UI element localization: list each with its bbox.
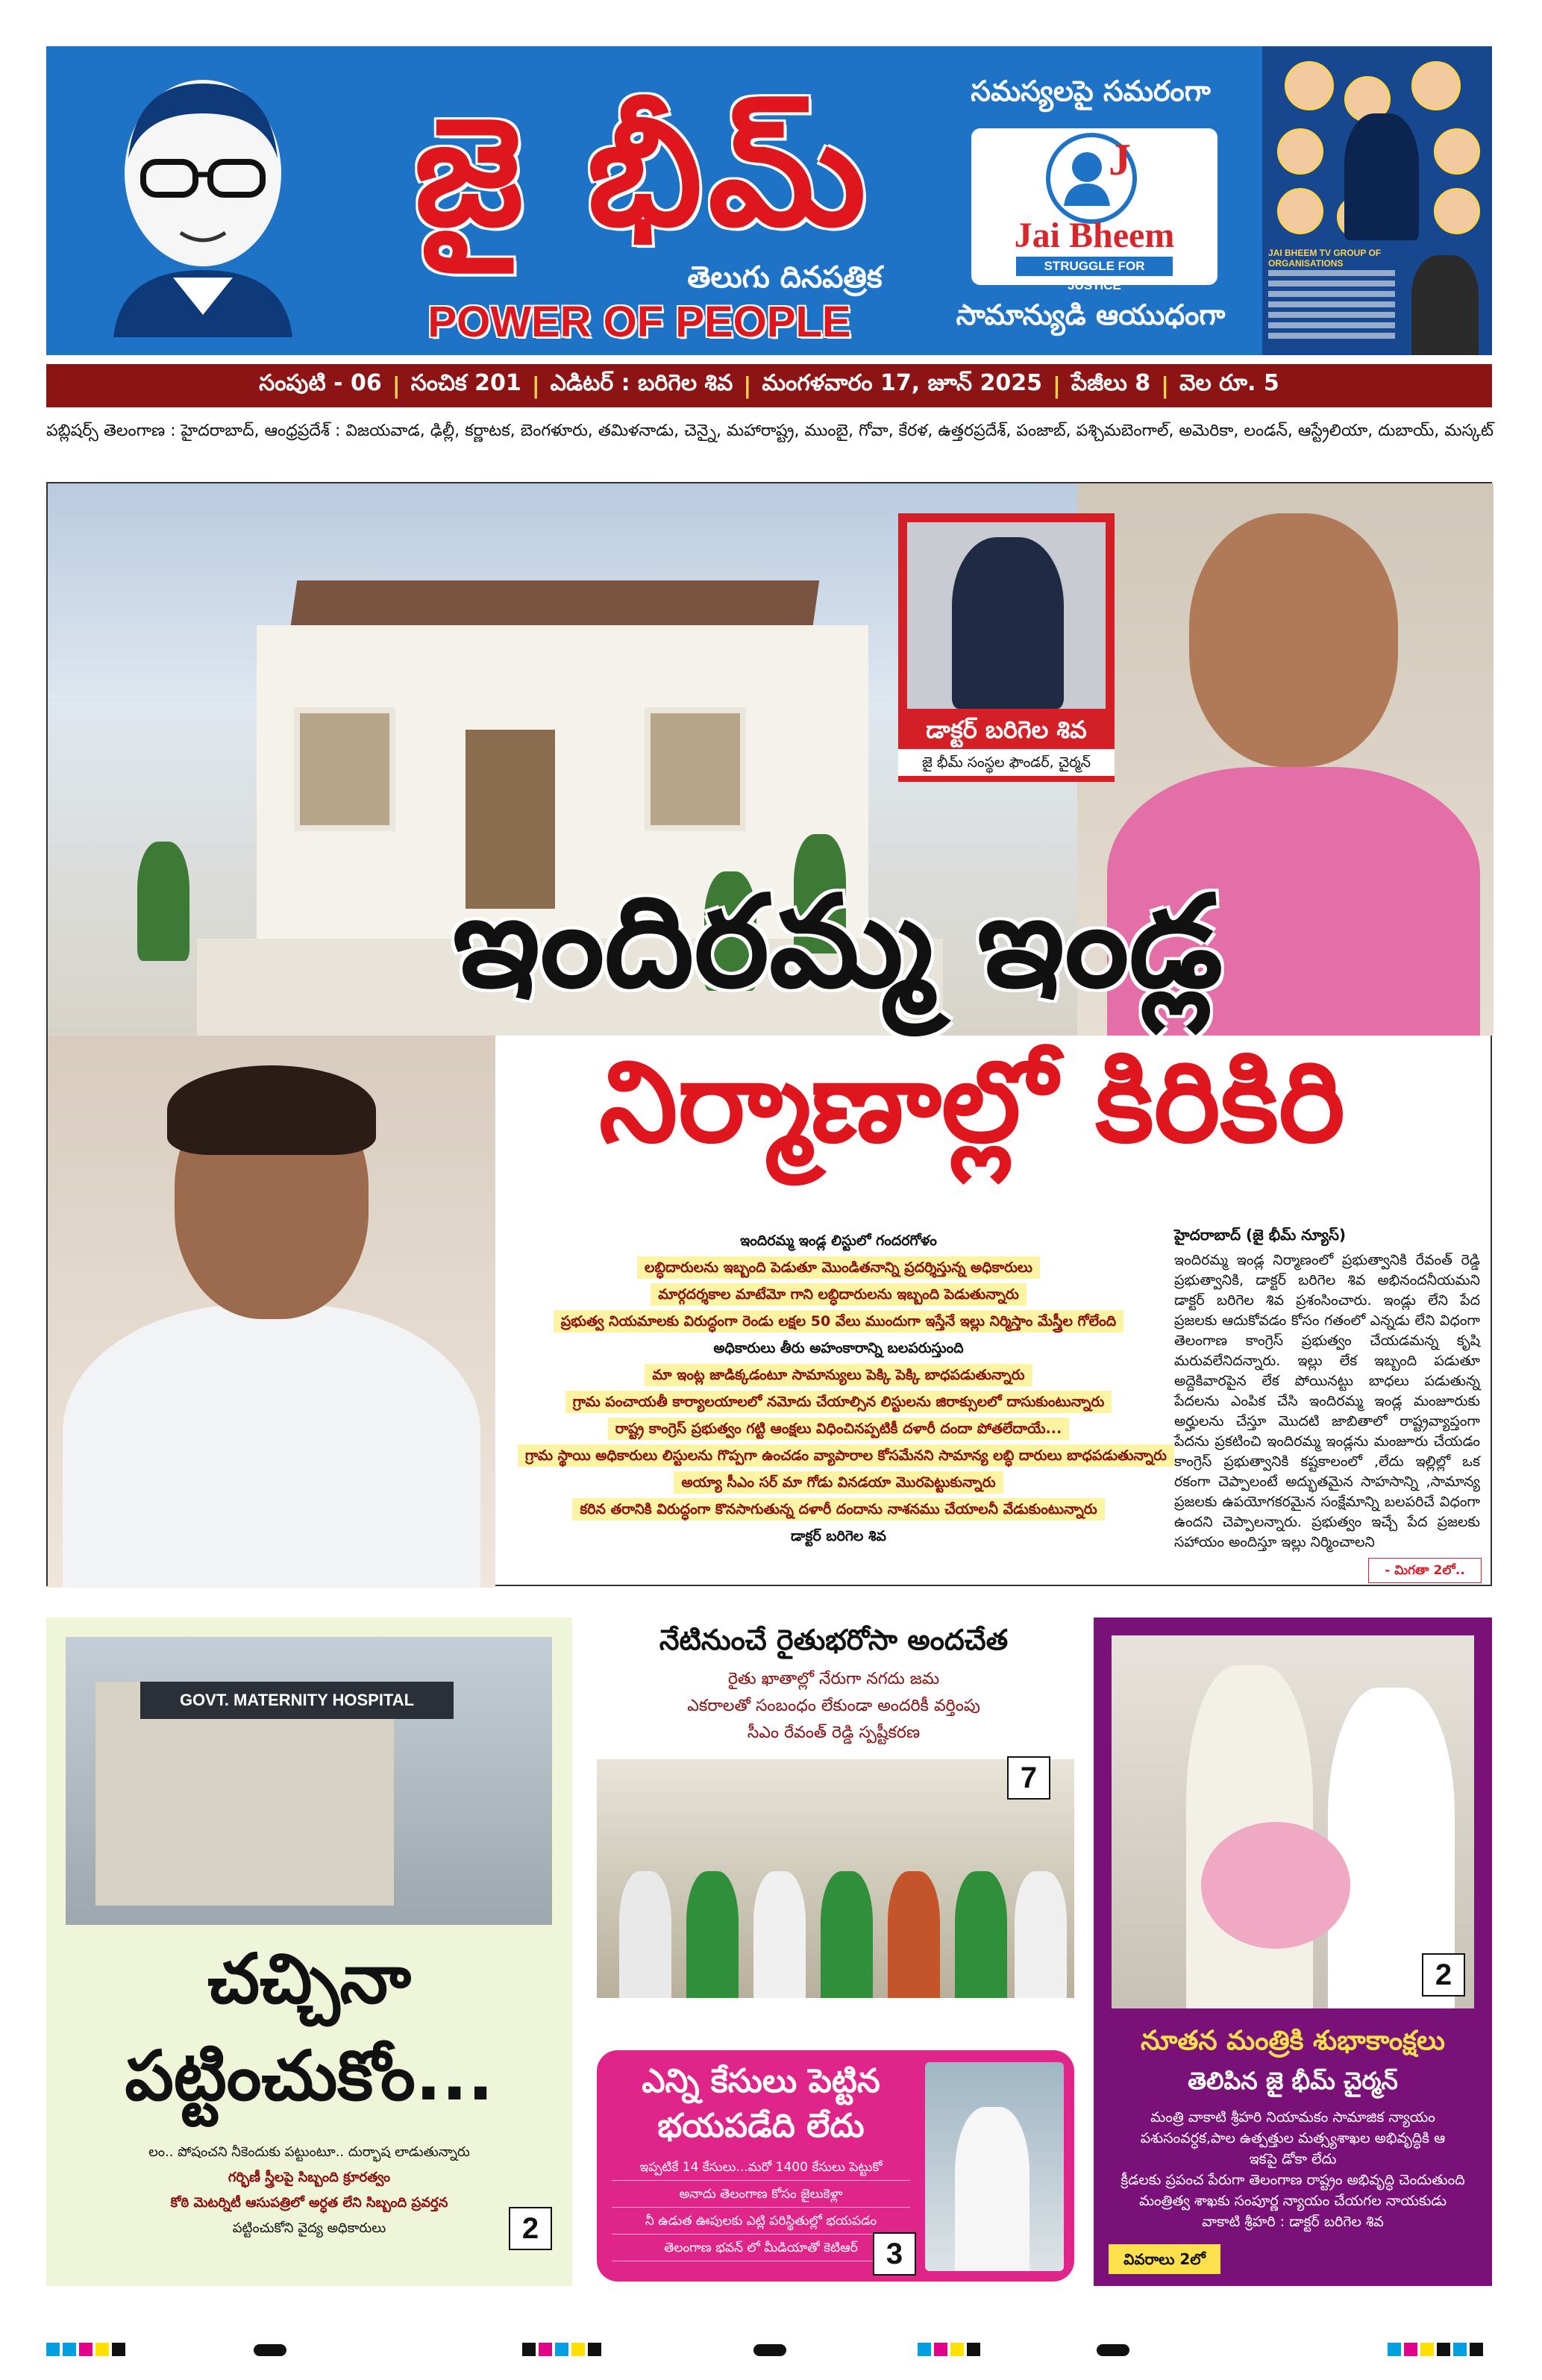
masthead-title: జై భీమ్ — [414, 86, 872, 260]
highlight-list — [518, 1230, 1167, 1580]
highlight-item: అధికారులు తీరు అహంకారాన్ని బలపరుస్తుంది — [713, 1340, 964, 1356]
leader-portrait — [1411, 61, 1461, 110]
page-reference[interactable]: 2 — [1422, 1953, 1465, 1997]
headline-line-2: నిర్మాణాల్లో కిరికిరి — [599, 1038, 1345, 1168]
rythu-headline: నేటినుంచే రైతుభరోసా అందచేత — [659, 1623, 1009, 1656]
details-link[interactable]: వివరాలు 2లో — [1109, 2244, 1220, 2274]
rythu-subhead: ఎకరాలతో సంబంధం లేకుండా అందరికీ వర్తింపు — [687, 1697, 980, 1715]
issue-info-bar: సంపుటి - 06 | సంచిక 201 | ఎడిటర్ : బరిగెల శివ | మంగళవారం 17, జూన్ 2025 | పేజీలు 8 | వెల రూ. 5 — [46, 364, 1492, 407]
minister-greetings-story — [1094, 1618, 1492, 2286]
leader-portrait — [1277, 188, 1323, 234]
issue-number: సంచిక 201 — [410, 370, 521, 396]
publishers-line: పబ్లిషర్స్ తెలంగాణ : హైదరాబాద్, ఆంధ్రప్రదేశ్ : విజయవాడ, ఢిల్లీ, కర్ణాటక, బెంగళూరు, తమిళనాడు, చెన్నై, మహారాష్ట్ర, ముంబై, గోవా, కేరళ, ఉత్తరప్రదేశ్, పంజాబ్, పశ్చిమబెంగాల్, అమెరికా, లండన్, ఆస్ట్రేలియా, దుబాయ్, మస్కట్ — [46, 422, 1494, 440]
headline-line-1: ఇందిరమ్మ ఇండ్ల — [452, 868, 1223, 1016]
ktr-subhead: అనాదు తెలంగాణ కోసం జైలుకెళ్లా — [612, 2182, 910, 2208]
ambedkar-portrait — [91, 61, 315, 337]
page-reference[interactable]: 7 — [1007, 1756, 1050, 1800]
highlight-item: డాక్టర్ బరిగెల శివ — [791, 1528, 886, 1544]
page-reference[interactable]: 2 — [509, 2207, 552, 2250]
leader-portrait — [1277, 128, 1323, 175]
minister-subhead: వాకాటి శ్రీహరి : డాక్టర్ బరిగెల శివ — [1202, 2214, 1384, 2230]
maternity-hospital-story — [46, 1618, 572, 2286]
svg-text:J: J — [1109, 135, 1131, 184]
maternity-subhead: కోఠి మెటర్నిటీ ఆసుపత్రిలో అర్ధత లేని సిబ్బంది ప్రవర్తన — [170, 2195, 448, 2211]
maternity-headline — [46, 1931, 572, 2125]
logo-strap: STRUGGLE FOR JUSTICE — [1016, 257, 1173, 276]
logo-name: Jai Bheem — [1014, 216, 1175, 255]
highlight-item: అయ్యా సీఎం సర్ మా గోడు వినడయా మొరపెట్టుకున్నారు — [674, 1471, 1003, 1494]
chairman-photo — [907, 522, 1106, 709]
continued-link[interactable]: - మిగతా 2లో.. — [1368, 1558, 1482, 1583]
price: వెల రూ. 5 — [1179, 370, 1279, 396]
rythu-subhead: సీఎం రేవంత్ రెడ్డి స్పష్టీకరణ — [747, 1723, 921, 1742]
profile-role: జై భీమ్ సంస్థల ఫౌండర్, చైర్మన్ — [898, 749, 1115, 776]
highlight-item: ఇందిరమ్మ ఇండ్ల లిస్టులో గందరగోళం — [740, 1233, 937, 1249]
ktr-subhead: ఇప్పటికే 14 కేసులు...మరో 1400 కేసులు పెట్టుకో — [612, 2155, 910, 2181]
masthead-subtitle: తెలుగు దినపత్రిక — [687, 260, 883, 295]
profile-card — [898, 513, 1115, 782]
ktr-headline: ఎన్ని కేసులు పెట్టిన భయపడేది లేదు — [642, 2062, 880, 2145]
minister-subhead: పశుసంవర్ధక,పాల ఉత్పత్తుల మత్స్యశాఖల అభివృద్ధికి ఆ — [1140, 2130, 1446, 2146]
ktr-subhead: నీ ఉడుత ఊపులకు ఎట్లి పరిస్థితుల్లో భయపడం — [612, 2208, 910, 2235]
chief-minister-photo — [48, 1036, 495, 1588]
profile-name: డాక్టర్ బరిగెల శివ — [926, 715, 1087, 744]
maternity-headline-line-1: చచ్చినా — [207, 1939, 411, 2019]
ktr-subhead: తెలంగాణ భవన్ లో మీడియాతో కెటిఆర్ — [612, 2235, 910, 2261]
maternity-subhead: పట్టించుకోని వైద్య అధికారులు — [232, 2220, 386, 2236]
masthead — [46, 46, 1492, 355]
story-dateline: హైదరాబాద్ (జై భీమ్ న్యూస్) — [1174, 1226, 1347, 1244]
rythu-barosa-story — [589, 1618, 1078, 2005]
page-reference[interactable]: 3 — [873, 2232, 916, 2276]
group-caption: JAI BHEEM TV GROUP OF ORGANISATIONS — [1268, 248, 1382, 269]
minister-headline-2: తెలిపిన జై భీమ్ చైర్మన్ — [1188, 2067, 1398, 2095]
highlight-item: మార్గదర్శకాల మాటేమో గాని లబ్ధిదారులను ఇబ్బంది పెడుతున్నారు — [651, 1283, 1027, 1306]
minister-subhead: మంత్రిత్వ శాఖకు సంపూర్ణ న్యాయం చేయగల నాయకుడు — [1138, 2193, 1447, 2209]
highlight-item: కరిన తరానికి విరుద్ధంగా కొనసాగుతున్న దళారీ దందాను నాశనము చేయాలనీ వేడుకుంటున్నారు — [572, 1498, 1104, 1521]
highlight-item: మా ఇంట్ల జాడిక్కడంటూ సామాన్యులు పెక్కి పెక్కి బాధపడుతున్నారు — [645, 1364, 1032, 1386]
lead-story — [46, 482, 1492, 1586]
leader-portrait — [1434, 128, 1480, 175]
masthead-slogan: POWER OF PEOPLE — [427, 298, 851, 346]
editor-name: ఎడిటర్ : బరిగెల శివ — [550, 370, 733, 396]
volume-number: సంపుటి - 06 — [259, 370, 382, 396]
group-organisations-panel — [1262, 46, 1492, 355]
tagline-top: సమస్యలపై సమరంగా — [971, 75, 1211, 107]
hospital-sign: GOVT. MATERNITY HOSPITAL — [140, 1682, 454, 1719]
page-count: పేజీలు 8 — [1071, 370, 1151, 396]
flower-bouquet-icon — [1201, 1822, 1350, 1949]
ambedkar-figure — [1344, 113, 1419, 240]
minister-subhead: ఇకపై డోకా లేదు — [1249, 2151, 1337, 2167]
highlight-item: లబ్ధిదారులను ఇబ్బంది పెడుతూ మొండితనాన్ని ప్రదర్శిస్తున్న అధికారులు — [637, 1256, 1040, 1279]
maternity-subhead: లం.. పోషంచని నీకెందుకు పట్టుంటూ.. దుర్భాష లాడుతున్నారు — [148, 2144, 470, 2160]
story-body: ఇందిరమ్మ ఇండ్ల నిర్మాణంలో ప్రభుత్వానికి రేవంత్ రెడ్డి ప్రభుత్వానికి, డాక్టర్ బరిగెల శివ అభినందనీయమని డాక్టర్ బరిగెల శివ ప్రశంసించారు. ఇండ్లు లేని పేద ప్రజలకు ఆదుకోవడం కోసం గతంలో ఎన్నడు లేని విధంగా తెలంగాణ కాంగ్రెస్ ప్రభుత్వం చేయడమన్న కృషి మరువలేనిదన్నారు. ఇల్లు లేక ఇబ్బంది పడుతూ అద్దెకివారపైన లేక పోయినట్టు బాధలు పడుతున్న పేదలను ఎంపిక చేసి ఇందిరమ్మ ఇండ్ల మంజూరుకు అర్హులను చేస్తూ మొదటి జాబితాలో రాష్ట్రవ్యాప్తంగా పేదను ప్రకటించి ఇందిరమ్మ ఇండ్లను మంజూరు చేయడం కాంగ్రెస్ ప్రభుత్వానికి కష్టకాలంలో ,లేదు ఇల్లిల్లో ఒక రకంగా చెప్పాలంటే అద్భుతమైన సాహసాన్ని ,సామాన్య ప్రజలకు ఉపయోగకరమైన సంక్షేమాన్ని బలపరిచే విధంగా ఉందని చెప్పాలన్నారు. ప్రభుత్వం ఇచ్చే పేద ప్రజలకు సహాయం అందిస్తూ ఇల్లు నిర్మించాలని — [1174, 1252, 1480, 1550]
leader-portrait — [1285, 61, 1334, 110]
highlight-item: రాష్ట్ర కాంగ్రెస్ ప్రభుత్వం గట్టి ఆంక్షలు విధించినప్పటికీ దళారీ దందా పోతలేదాయే... — [608, 1418, 1069, 1440]
ktr-story — [597, 2050, 1074, 2282]
minister-subhead: క్రీడలకు ప్రపంచ పేరుగా తెలంగాణ రాష్ట్రం అభివృద్ధి చెందుతుంది — [1121, 2172, 1465, 2188]
highlight-item: గ్రామ స్థాయి అధికారులు లిస్టులను గొప్పగా ఉంచడం వ్యాపారాల కోసమేనని సామాన్య లబ్ధి దారులు బాధపడుతున్నారు — [518, 1444, 1174, 1467]
issue-date: మంగళవారం 17, జూన్ 2025 — [762, 370, 1042, 396]
maternity-subhead: గర్భిణీ స్త్రీలపై సిబ్బంది క్రూరత్వం — [228, 2170, 391, 2185]
highlight-item: ప్రభుత్వ నియమాలకు విరుద్ధంగా రెండు లక్షల 50 వేలు ముందుగా ఇస్తేనే ఇల్లు నిర్మిస్తాం మేస్త్రీల గోలేంది — [554, 1310, 1123, 1333]
hospital-photo — [66, 1637, 552, 1925]
minister-greeting-photo — [1112, 1635, 1474, 2008]
highlight-item: గ్రామ పంచాయతీ కార్యాలయాలలో నమోదు చేయాల్సిన లిస్టులను జిరాక్సులలో దాసుకుంటున్నారు — [565, 1391, 1112, 1413]
tagline-bottom: సామాన్యుడి ఆయుధంగా — [956, 298, 1226, 331]
ktr-photo — [925, 2062, 1064, 2271]
chairman-figure — [1411, 255, 1479, 355]
minister-subhead: మంత్రి వాకాటి శ్రీహరి నియామకం సామాజిక న్యాయం — [1150, 2109, 1435, 2126]
ambedkar-emblem-icon — [1046, 133, 1137, 224]
farmers-event-photo — [597, 1759, 1074, 1998]
maternity-headline-line-2: పట్టించుకోం... — [125, 2036, 494, 2116]
jai-bheem-tv-logo — [971, 128, 1217, 292]
rythu-subhead: రైతు ఖాతాల్లో నేరుగా నగదు జమ — [727, 1670, 940, 1688]
minister-headline-1: నూతన మంత్రికి శుభాకాంక్షలు — [1141, 2026, 1445, 2056]
leader-portrait — [1434, 188, 1480, 234]
